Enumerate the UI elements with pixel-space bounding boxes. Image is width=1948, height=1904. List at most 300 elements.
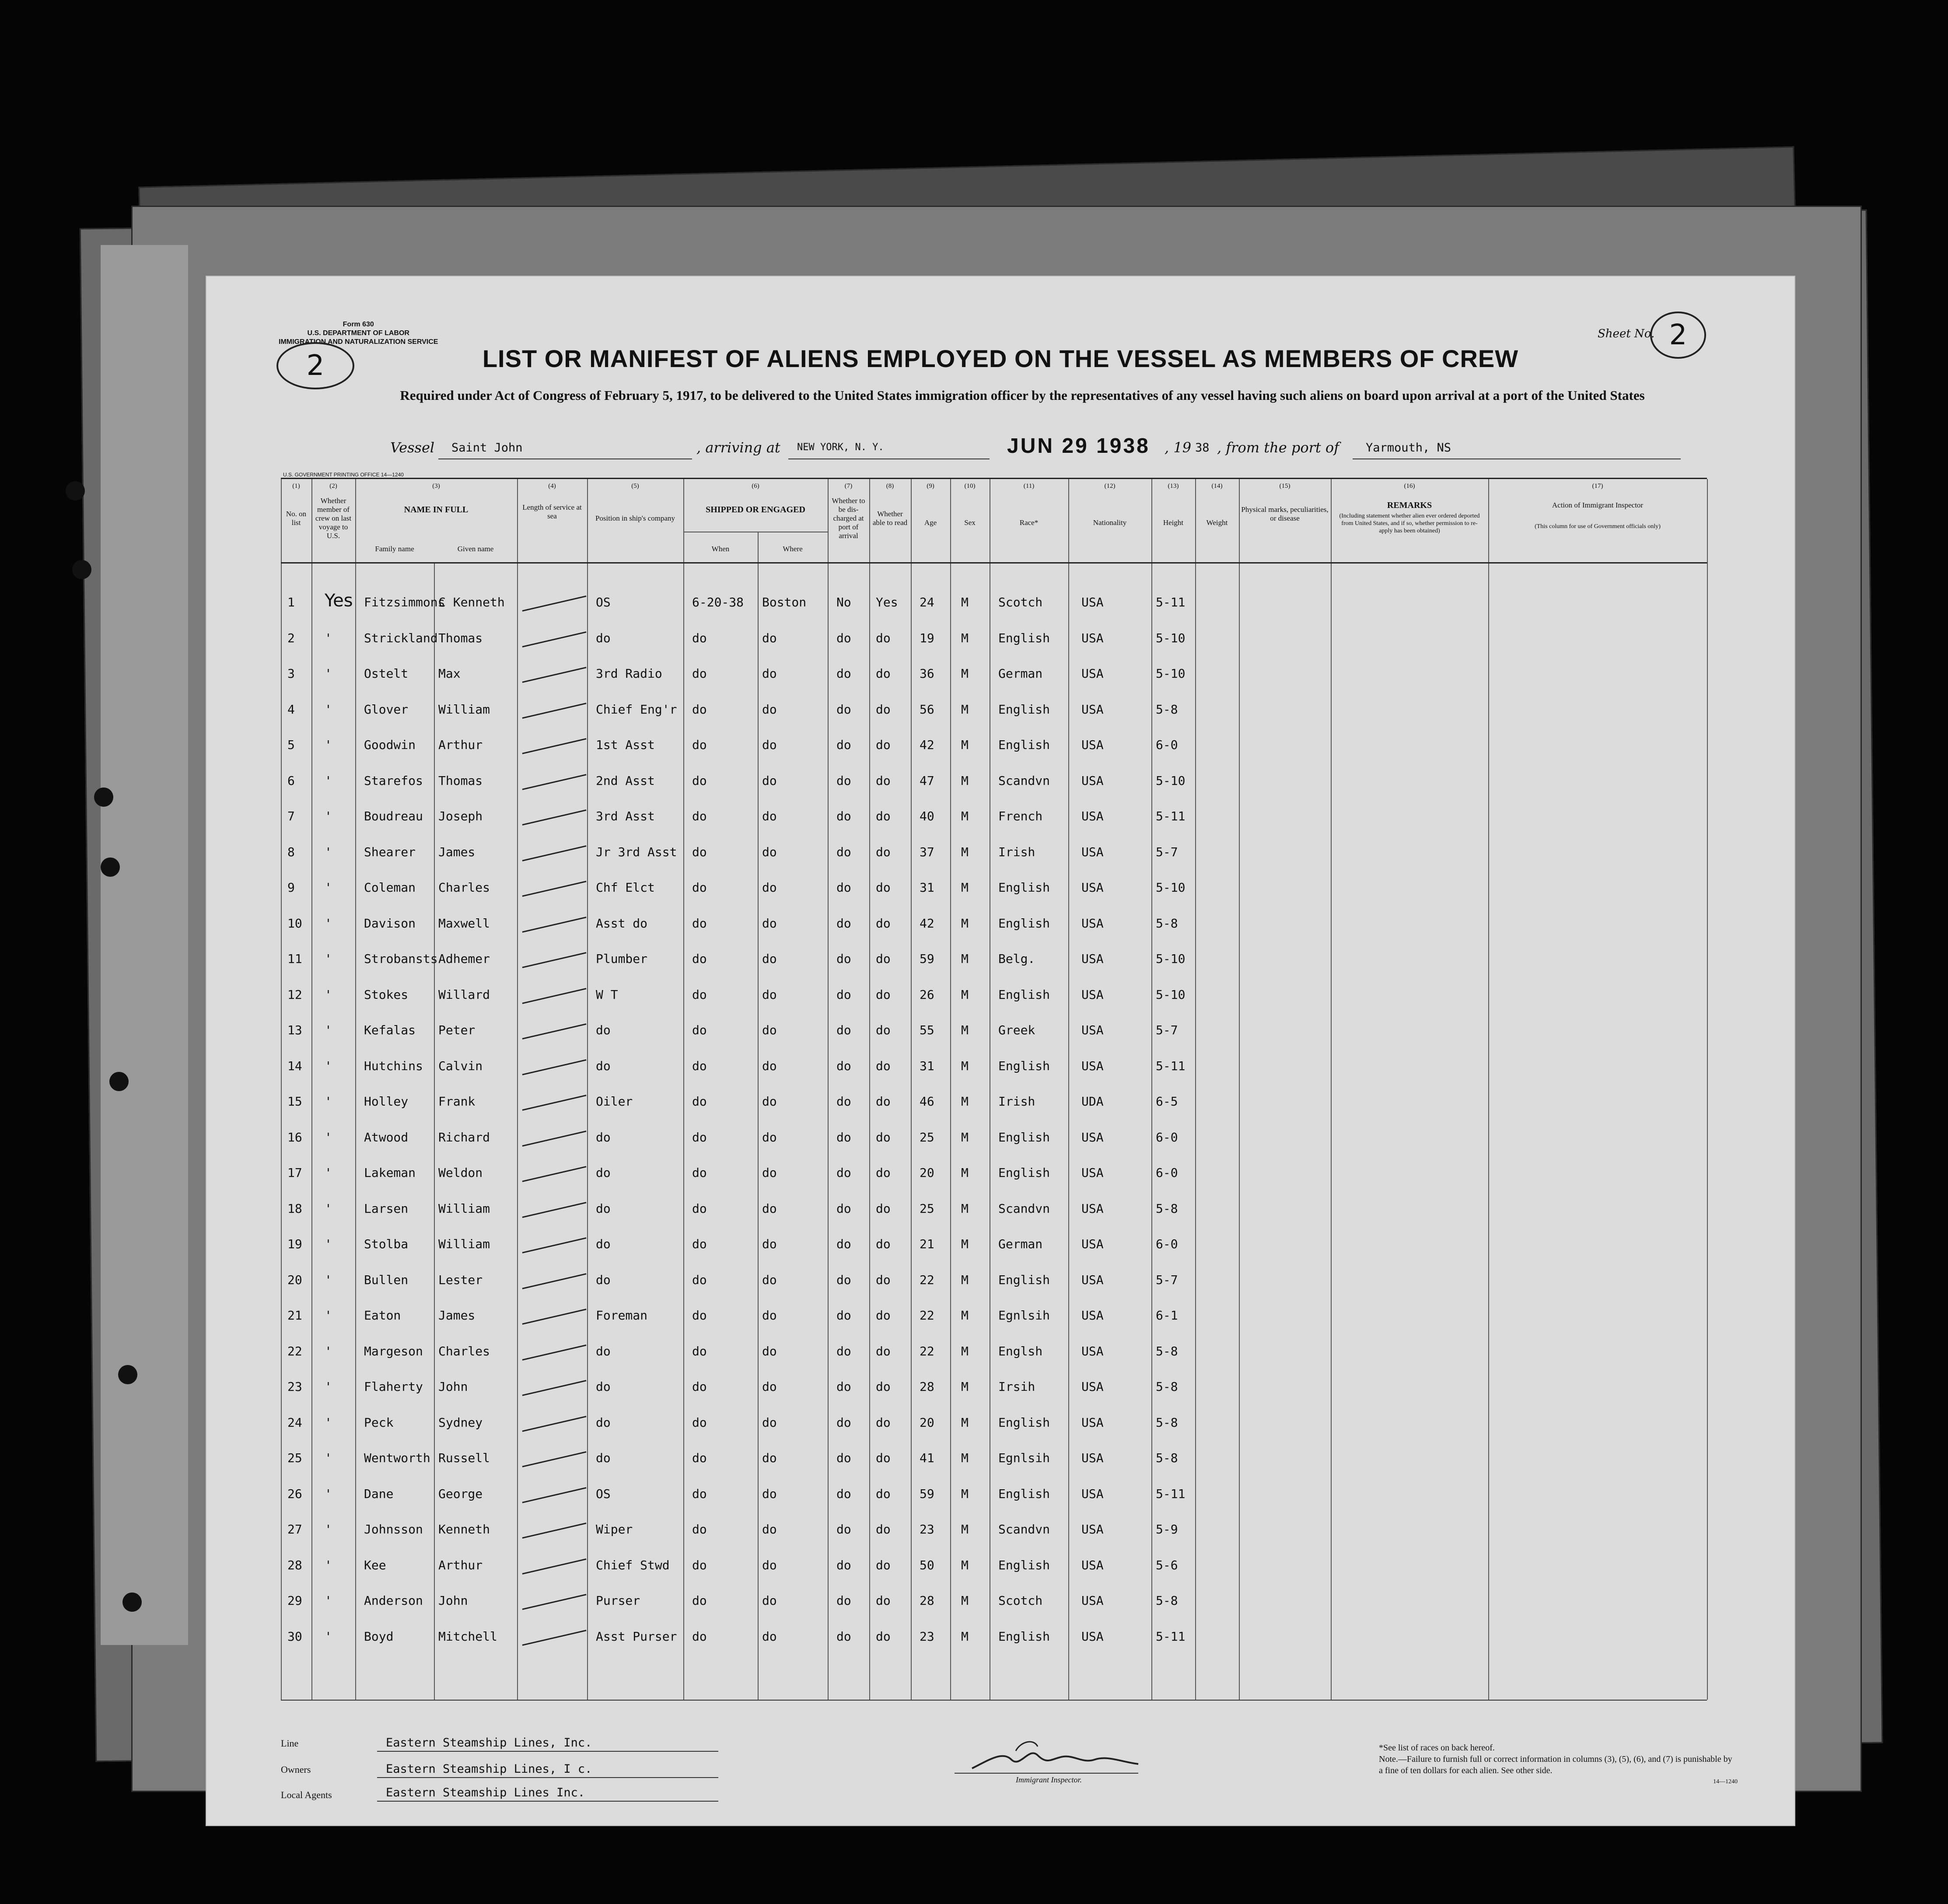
cell-row-number: 2 <box>287 630 295 645</box>
cell-shipped-where: do <box>762 809 777 823</box>
table-row <box>281 1593 1707 1628</box>
cell-shipped-when: do <box>692 1166 707 1180</box>
cell-height: 5-10 <box>1156 987 1186 1002</box>
cell-sex: M <box>961 1130 969 1144</box>
cell-shipped-when: do <box>692 809 707 823</box>
cell-row-number: 8 <box>287 844 295 859</box>
table-row <box>281 1201 1707 1236</box>
cell-able-to-read: do <box>876 630 891 645</box>
cell-discharged: do <box>836 916 851 931</box>
cell-family-name: Peck <box>364 1415 394 1430</box>
cell-nationality: USA <box>1081 1308 1104 1323</box>
col-num: (5) <box>631 483 639 490</box>
cell-height: 6-0 <box>1156 1130 1178 1144</box>
cell-shipped-when: do <box>692 1272 707 1287</box>
cell-height: 5-10 <box>1156 666 1186 681</box>
cell-discharged: do <box>836 1379 851 1394</box>
service-length-tick <box>522 595 587 612</box>
cell-sex: M <box>961 595 969 609</box>
cell-family-name: Eaton <box>364 1308 401 1323</box>
cell-height: 6-0 <box>1156 1166 1178 1180</box>
service-length-tick <box>522 881 587 897</box>
cell-position: 2nd Asst <box>596 773 655 788</box>
cell-able-to-read: do <box>876 1201 891 1216</box>
header-remarks: REMARKS <box>1387 500 1432 510</box>
cell-able-to-read: do <box>876 1272 891 1287</box>
cell-able-to-read: do <box>876 952 891 966</box>
service-length-tick <box>522 1487 587 1503</box>
cell-age: 42 <box>920 738 934 752</box>
service-length-tick <box>522 809 587 826</box>
cell-height: 5-11 <box>1156 809 1186 823</box>
table-row <box>281 738 1707 773</box>
cell-race: French <box>998 809 1043 823</box>
cell-shipped-where: do <box>762 1130 777 1144</box>
header-last-voyage: Whether member of crew on last voyage to U.S. <box>315 497 352 540</box>
col-num: (2) <box>329 483 337 490</box>
cell-height: 5-7 <box>1156 1272 1178 1287</box>
table-row <box>281 916 1707 951</box>
cell-family-name: Fitzsimmons <box>364 595 445 609</box>
cell-sex: M <box>961 1023 969 1037</box>
cell-shipped-when: do <box>692 952 707 966</box>
service-length-tick <box>522 703 587 719</box>
cell-nationality: USA <box>1081 809 1104 823</box>
cell-race: English <box>998 916 1050 931</box>
cell-able-to-read: do <box>876 1593 891 1608</box>
cell-family-name: Stokes <box>364 987 409 1002</box>
service-length-tick <box>522 774 587 790</box>
cell-discharged: do <box>836 987 851 1002</box>
col-num: (12) <box>1104 483 1116 490</box>
table-row <box>281 1344 1707 1379</box>
department-name: U.S. DEPARTMENT OF LABOR <box>307 329 409 337</box>
col-num: (17) <box>1592 483 1603 490</box>
cell-race: English <box>998 987 1050 1002</box>
cell-position: Foreman <box>596 1308 648 1323</box>
cell-given-name: Calvin <box>438 1058 483 1073</box>
cell-discharged: do <box>836 1451 851 1465</box>
header-length-service: Length of service at sea <box>522 503 582 520</box>
cell-last-voyage: ' <box>325 809 332 823</box>
cell-position: do <box>596 1272 611 1287</box>
cell-given-name: Charles <box>438 1344 490 1358</box>
cell-height: 5-8 <box>1156 916 1178 931</box>
cell-nationality: USA <box>1081 1522 1104 1536</box>
cell-race: English <box>998 630 1050 645</box>
cell-shipped-where: do <box>762 880 777 895</box>
cell-sex: M <box>961 1415 969 1430</box>
cell-shipped-where: do <box>762 1237 777 1251</box>
cell-row-number: 3 <box>287 666 295 681</box>
cell-family-name: Margeson <box>364 1344 423 1358</box>
cell-sex: M <box>961 1201 969 1216</box>
cell-able-to-read: do <box>876 1058 891 1073</box>
cell-position: do <box>596 630 611 645</box>
table-row <box>281 591 1707 630</box>
cell-row-number: 27 <box>287 1522 302 1536</box>
cell-nationality: USA <box>1081 844 1104 859</box>
cell-race: English <box>998 1558 1050 1572</box>
cell-sex: M <box>961 844 969 859</box>
cell-sex: M <box>961 1629 969 1644</box>
table-row <box>281 1379 1707 1414</box>
cell-family-name: Strobansts <box>364 952 438 966</box>
cell-shipped-where: do <box>762 1272 777 1287</box>
cell-age: 59 <box>920 952 934 966</box>
col-num: (6) <box>752 483 759 490</box>
cell-last-voyage: ' <box>325 1593 332 1608</box>
cell-given-name: Max <box>438 666 461 681</box>
cell-discharged: do <box>836 773 851 788</box>
service-length-tick <box>522 667 587 683</box>
cell-row-number: 16 <box>287 1130 302 1144</box>
header-where: Where <box>783 545 803 553</box>
cell-sex: M <box>961 1166 969 1180</box>
cell-family-name: Anderson <box>364 1593 423 1608</box>
punch-hole <box>122 1592 142 1612</box>
cell-nationality: USA <box>1081 1272 1104 1287</box>
col-num: (13) <box>1168 483 1179 490</box>
cell-row-number: 6 <box>287 773 295 788</box>
col-num: (8) <box>886 483 894 490</box>
cell-position: OS <box>596 1486 611 1501</box>
cell-last-voyage: ' <box>325 1308 332 1323</box>
cell-shipped-when: do <box>692 773 707 788</box>
cell-able-to-read: do <box>876 1415 891 1430</box>
cell-sex: M <box>961 880 969 895</box>
cell-given-name: Willard <box>438 987 490 1002</box>
cell-height: 6-0 <box>1156 1237 1178 1251</box>
sheet-number: 2 <box>1650 312 1706 359</box>
cell-row-number: 18 <box>287 1201 302 1216</box>
cell-shipped-where: do <box>762 987 777 1002</box>
arriving-label: , arriving at <box>696 439 780 456</box>
cell-sex: M <box>961 809 969 823</box>
cell-given-name: Joseph <box>438 809 483 823</box>
cell-shipped-when: do <box>692 1379 707 1394</box>
cell-family-name: Shearer <box>364 844 416 859</box>
cell-shipped-when: do <box>692 987 707 1002</box>
cell-age: 23 <box>920 1522 934 1536</box>
cell-able-to-read: do <box>876 809 891 823</box>
cell-shipped-where: do <box>762 1094 777 1109</box>
cell-last-voyage: ' <box>325 1237 332 1251</box>
cell-able-to-read: do <box>876 1344 891 1358</box>
cell-position: do <box>596 1237 611 1251</box>
cell-sex: M <box>961 1272 969 1287</box>
cell-position: do <box>596 1130 611 1144</box>
cell-family-name: Bullen <box>364 1272 409 1287</box>
cell-height: 5-10 <box>1156 880 1186 895</box>
cell-shipped-when: do <box>692 1058 707 1073</box>
cell-age: 24 <box>920 595 934 609</box>
cell-position: do <box>596 1058 611 1073</box>
header-physical-marks: Physical marks, peculiarities, or disease <box>1241 505 1329 522</box>
cell-discharged: do <box>836 1201 851 1216</box>
cell-able-to-read: do <box>876 1379 891 1394</box>
cell-height: 5-8 <box>1156 1451 1178 1465</box>
cell-last-voyage: ' <box>325 844 332 859</box>
cell-race: English <box>998 880 1050 895</box>
circled-sheet-number: 2 <box>276 342 354 389</box>
cell-nationality: USA <box>1081 773 1104 788</box>
footer-notes <box>1379 1742 1738 1788</box>
cell-height: 5-8 <box>1156 1415 1178 1430</box>
cell-last-voyage: ' <box>325 666 332 681</box>
cell-family-name: Starefos <box>364 773 423 788</box>
arrival-port: NEW YORK, N. Y. <box>797 442 884 453</box>
cell-shipped-when: do <box>692 1415 707 1430</box>
table-row <box>281 1130 1707 1165</box>
cell-discharged: do <box>836 630 851 645</box>
cell-sex: M <box>961 1558 969 1572</box>
cell-race: Irish <box>998 1094 1035 1109</box>
cell-shipped-when: do <box>692 1451 707 1465</box>
cell-given-name: John <box>438 1379 468 1394</box>
cell-row-number: 20 <box>287 1272 302 1287</box>
table-row <box>281 987 1707 1022</box>
cell-row-number: 4 <box>287 702 295 717</box>
header-nationality: Nationality <box>1093 518 1127 527</box>
cell-able-to-read: do <box>876 773 891 788</box>
cell-given-name: Weldon <box>438 1166 483 1180</box>
service-length-tick <box>522 1095 587 1111</box>
cell-family-name: Wentworth <box>364 1451 430 1465</box>
arrival-date-stamp: JUN 29 1938 <box>1007 434 1150 458</box>
cell-discharged: do <box>836 1058 851 1073</box>
cell-shipped-when: do <box>692 1344 707 1358</box>
service-length-tick <box>522 1130 587 1147</box>
owners-label: Owners <box>281 1764 311 1775</box>
punch-hole <box>118 1365 137 1384</box>
cell-age: 31 <box>920 880 934 895</box>
cell-sex: M <box>961 1593 969 1608</box>
cell-nationality: USA <box>1081 1629 1104 1644</box>
cell-last-voyage: ' <box>325 1522 332 1536</box>
cell-position: Oiler <box>596 1094 633 1109</box>
table-row <box>281 1558 1707 1593</box>
table-row <box>281 1094 1707 1129</box>
cell-shipped-where: Boston <box>762 595 807 609</box>
cell-shipped-when: do <box>692 738 707 752</box>
cell-nationality: USA <box>1081 666 1104 681</box>
cell-height: 5-7 <box>1156 1023 1178 1037</box>
service-length-tick <box>522 1166 587 1182</box>
cell-nationality: USA <box>1081 1593 1104 1608</box>
races-note: *See list of races on back hereof. <box>1379 1743 1495 1753</box>
agents-label: Local Agents <box>281 1789 332 1800</box>
cell-nationality: USA <box>1081 952 1104 966</box>
cell-last-voyage: ' <box>325 738 332 752</box>
service-length-tick <box>522 1558 587 1575</box>
service-name: IMMIGRATION AND NATURALIZATION SERVICE <box>279 338 438 346</box>
cell-position: Chief Stwd <box>596 1558 670 1572</box>
table-row <box>281 666 1707 701</box>
cell-sex: M <box>961 987 969 1002</box>
cell-given-name: George <box>438 1486 483 1501</box>
cell-row-number: 21 <box>287 1308 302 1323</box>
form-identifier <box>279 320 438 346</box>
line-value: Eastern Steamship Lines, Inc. <box>386 1736 592 1750</box>
cell-shipped-when: do <box>692 1308 707 1323</box>
cell-able-to-read: do <box>876 738 891 752</box>
cell-family-name: Atwood <box>364 1130 409 1144</box>
cell-sex: M <box>961 1058 969 1073</box>
cell-nationality: USA <box>1081 1379 1104 1394</box>
col-num: (14) <box>1211 483 1223 490</box>
cell-able-to-read: do <box>876 1522 891 1536</box>
vessel-label: Vessel <box>390 439 435 456</box>
cell-age: 22 <box>920 1272 934 1287</box>
cell-family-name: Glover <box>364 702 409 717</box>
cell-sex: M <box>961 1522 969 1536</box>
cell-height: 5-8 <box>1156 1379 1178 1394</box>
table-row <box>281 1629 1707 1664</box>
cell-height: 6-0 <box>1156 738 1178 752</box>
cell-given-name: James <box>438 844 476 859</box>
cell-race: English <box>998 738 1050 752</box>
cell-sex: M <box>961 738 969 752</box>
cell-shipped-where: do <box>762 1522 777 1536</box>
col-num: (3) <box>432 483 440 490</box>
cell-height: 5-11 <box>1156 1058 1186 1073</box>
cell-discharged: do <box>836 1308 851 1323</box>
vessel-info-line <box>390 434 1681 463</box>
table-row <box>281 880 1707 915</box>
cell-nationality: USA <box>1081 595 1104 609</box>
cell-age: 46 <box>920 1094 934 1109</box>
cell-nationality: USA <box>1081 1415 1104 1430</box>
cell-position: 3rd Asst <box>596 809 655 823</box>
cell-able-to-read: do <box>876 880 891 895</box>
cell-shipped-where: do <box>762 844 777 859</box>
cell-sex: M <box>961 952 969 966</box>
cell-race: English <box>998 1166 1050 1180</box>
cell-family-name: Ostelt <box>364 666 409 681</box>
cell-race: English <box>998 1415 1050 1430</box>
cell-family-name: Boyd <box>364 1629 394 1644</box>
cell-shipped-when: do <box>692 1558 707 1572</box>
cell-shipped-where: do <box>762 1308 777 1323</box>
punch-hole <box>66 481 85 500</box>
cell-row-number: 14 <box>287 1058 302 1073</box>
cell-given-name: Charles <box>438 880 490 895</box>
cell-race: Irsih <box>998 1379 1035 1394</box>
cell-family-name: Boudreau <box>364 809 423 823</box>
service-length-tick <box>522 1273 587 1289</box>
cell-position: do <box>596 1379 611 1394</box>
crew-table <box>281 478 1707 1701</box>
cell-race: English <box>998 1486 1050 1501</box>
cell-position: 3rd Radio <box>596 666 662 681</box>
cell-shipped-when: do <box>692 1593 707 1608</box>
cell-sex: M <box>961 702 969 717</box>
cell-discharged: do <box>836 1166 851 1180</box>
cell-race: Irish <box>998 844 1035 859</box>
cell-last-voyage: ' <box>325 1094 332 1109</box>
cell-shipped-where: do <box>762 666 777 681</box>
cell-position: OS <box>596 595 611 609</box>
from-port: Yarmouth, NS <box>1366 441 1451 455</box>
cell-discharged: do <box>836 1237 851 1251</box>
cell-shipped-where: do <box>762 1486 777 1501</box>
service-length-tick <box>522 988 587 1004</box>
cell-shipped-where: do <box>762 773 777 788</box>
cell-race: Egnlsih <box>998 1451 1050 1465</box>
cell-last-voyage: ' <box>325 1058 332 1073</box>
table-row <box>281 1487 1707 1522</box>
cell-family-name: Coleman <box>364 880 416 895</box>
cell-shipped-where: do <box>762 1593 777 1608</box>
cell-last-voyage: ' <box>325 1166 332 1180</box>
cell-position: Plumber <box>596 952 648 966</box>
service-length-tick <box>522 1344 587 1361</box>
cell-race: Scandvn <box>998 773 1050 788</box>
inspector-signature <box>963 1733 1147 1777</box>
cell-family-name: Goodwin <box>364 738 416 752</box>
cell-age: 50 <box>920 1558 934 1572</box>
service-length-tick <box>522 1202 587 1218</box>
cell-discharged: do <box>836 1558 851 1572</box>
cell-shipped-when: do <box>692 1130 707 1144</box>
col-num: (16) <box>1404 483 1415 490</box>
cell-age: 47 <box>920 773 934 788</box>
cell-family-name: Dane <box>364 1486 394 1501</box>
table-row <box>281 702 1707 737</box>
cell-age: 55 <box>920 1023 934 1037</box>
cell-position: Jr 3rd Asst <box>596 844 677 859</box>
cell-family-name: Hutchins <box>364 1058 423 1073</box>
cell-age: 28 <box>920 1379 934 1394</box>
table-row <box>281 1023 1707 1058</box>
header-action-note: (This column for use of Government officials only) <box>1535 523 1661 530</box>
year-label: , 19 <box>1165 439 1192 456</box>
header-no-on-list: No. on list <box>286 510 307 527</box>
cell-last-voyage: ' <box>325 1558 332 1572</box>
cell-nationality: USA <box>1081 1237 1104 1251</box>
cell-position: do <box>596 1166 611 1180</box>
service-length-tick <box>522 1059 587 1075</box>
cell-last-voyage: ' <box>325 1451 332 1465</box>
cell-race: Greek <box>998 1023 1035 1037</box>
header-height: Height <box>1163 518 1184 527</box>
cell-family-name: Stolba <box>364 1237 409 1251</box>
cell-given-name: Mitchell <box>438 1629 497 1644</box>
cell-given-name: Lester <box>438 1272 483 1287</box>
cell-given-name: C Kenneth <box>438 595 505 609</box>
cell-position: Wiper <box>596 1522 633 1536</box>
cell-shipped-where: do <box>762 1558 777 1572</box>
cell-age: 22 <box>920 1308 934 1323</box>
cell-given-name: Russell <box>438 1451 490 1465</box>
cell-height: 5-11 <box>1156 1486 1186 1501</box>
header-given-name: Given name <box>457 545 494 553</box>
col-num: (10) <box>964 483 976 490</box>
cell-race: Scandvn <box>998 1201 1050 1216</box>
cell-height: 5-8 <box>1156 1201 1178 1216</box>
cell-shipped-when: do <box>692 916 707 931</box>
cell-last-voyage: ' <box>325 1486 332 1501</box>
cell-age: 26 <box>920 987 934 1002</box>
cell-row-number: 19 <box>287 1237 302 1251</box>
page-title: LIST OR MANIFEST OF ALIENS EMPLOYED ON THE VESSEL AS MEMBERS OF CREW <box>482 345 1519 372</box>
cell-race: Belg. <box>998 952 1035 966</box>
cell-position: do <box>596 1023 611 1037</box>
cell-race: English <box>998 1130 1050 1144</box>
cell-position: do <box>596 1344 611 1358</box>
cell-discharged: do <box>836 1593 851 1608</box>
